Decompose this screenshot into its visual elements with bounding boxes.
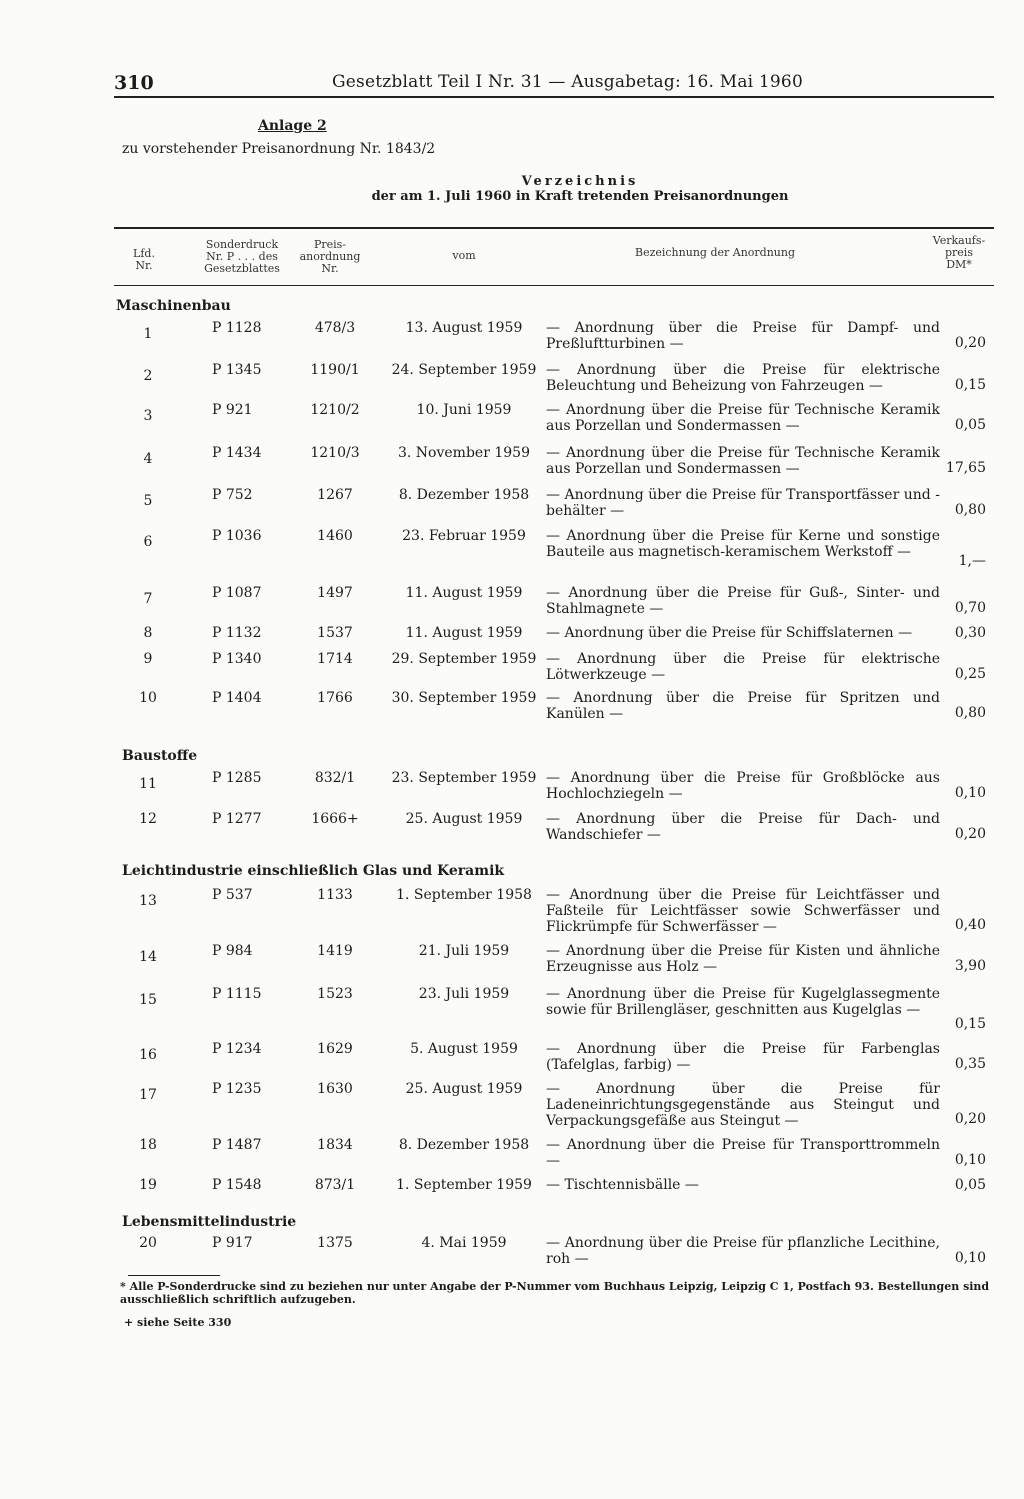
- section-heading: Lebensmittelindustrie: [122, 1214, 297, 1230]
- designation: — Anordnung über die Preise für elektrische Beleuchtung und Beheizung von Fahrzeugen —: [546, 362, 940, 394]
- preisanordnung-number: 1375: [317, 1235, 353, 1251]
- row-number: 7: [143, 591, 153, 607]
- date: 23. Juli 1959: [418, 986, 510, 1002]
- row-number: 1: [143, 326, 153, 342]
- row-number: 18: [139, 1137, 157, 1153]
- price: 0,80: [954, 502, 986, 518]
- price: 0,15: [954, 1016, 986, 1032]
- table-row: [0, 887, 1024, 935]
- price: 0,40: [954, 917, 986, 933]
- table-top-rule: [114, 227, 994, 229]
- sonderdruck-number: P 1235: [212, 1081, 262, 1097]
- designation: — Anordnung über die Preise für Dach- und Wandschiefer —: [546, 811, 940, 843]
- designation: — Anordnung über die Preise für Großblöcke aus Hochlochziegeln —: [546, 770, 940, 802]
- sonderdruck-number: P 1036: [212, 528, 262, 544]
- running-title: Gesetzblatt Teil I Nr. 31 — Ausgabetag: 16. Mai 1960: [332, 72, 803, 92]
- footnote-plus: + siehe Seite 330: [124, 1316, 232, 1329]
- price: 0,10: [954, 1250, 986, 1266]
- price: 0,10: [954, 785, 986, 801]
- sonderdruck-number: P 1548: [212, 1177, 262, 1193]
- table-row: [0, 1137, 1024, 1169]
- price: 0,35: [954, 1056, 986, 1072]
- preisanordnung-number: 1766: [317, 690, 353, 706]
- table-row: [0, 1235, 1024, 1267]
- price: 0,25: [954, 666, 986, 682]
- sonderdruck-number: P 537: [212, 887, 253, 903]
- col-header-sonderdruck: Sonderdruck Nr. P . . . des Gesetzblattes: [204, 238, 280, 275]
- date: 4. Mai 1959: [421, 1235, 507, 1251]
- date: 8. Dezember 1958: [398, 1137, 530, 1153]
- row-number: 9: [143, 651, 153, 667]
- row-number: 14: [139, 949, 157, 965]
- designation: — Anordnung über die Preise für Ladeneinrichtungsgegenstände aus Steingut und Verpackungsgefäße aus Steingut —: [546, 1081, 940, 1129]
- price: 0,15: [954, 377, 986, 393]
- preisanordnung-number: 832/1: [314, 770, 356, 786]
- price: 17,65: [945, 460, 986, 476]
- table-row: [0, 1177, 1024, 1197]
- designation: — Anordnung über die Preise für Dampf- und Preßluftturbinen —: [546, 320, 940, 352]
- price: 0,05: [954, 417, 986, 433]
- preisanordnung-number: 1210/3: [310, 445, 360, 461]
- row-number: 20: [139, 1235, 157, 1251]
- date: 11. August 1959: [405, 585, 523, 601]
- price: 0,20: [954, 1111, 986, 1127]
- date: 29. September 1959: [391, 651, 537, 667]
- sonderdruck-number: P 1345: [212, 362, 262, 378]
- date: 21. Juli 1959: [418, 943, 510, 959]
- table-row: [0, 651, 1024, 683]
- table-row: [0, 487, 1024, 519]
- directory-title: Verzeichnis: [521, 174, 639, 189]
- price: 0,30: [954, 625, 986, 641]
- designation: — Anordnung über die Preise für Kisten und ähnliche Erzeugnisse aus Holz —: [546, 943, 940, 975]
- table-row: [0, 1041, 1024, 1073]
- designation: — Anordnung über die Preise für Guß-, Sinter- und Stahlmagnete —: [546, 585, 940, 617]
- date: 30. September 1959: [391, 690, 537, 706]
- col-header-nr: Lfd. Nr.: [133, 247, 155, 272]
- sonderdruck-number: P 1115: [212, 986, 262, 1002]
- price: 0,80: [954, 705, 986, 721]
- designation: — Anordnung über die Preise für Technische Keramik aus Porzellan und Sondermassen —: [546, 445, 940, 477]
- row-number: 17: [139, 1087, 157, 1103]
- designation: — Anordnung über die Preise für Transportfässer und -behälter —: [546, 487, 940, 519]
- row-number: 5: [143, 493, 153, 509]
- page-number: 310: [114, 72, 154, 94]
- sonderdruck-number: P 1487: [212, 1137, 262, 1153]
- sonderdruck-number: P 1434: [212, 445, 262, 461]
- preisanordnung-number: 873/1: [314, 1177, 356, 1193]
- row-number: 3: [143, 408, 153, 424]
- table-row: [0, 528, 1024, 569]
- designation: — Anordnung über die Preise für Spritzen und Kanülen —: [546, 690, 940, 722]
- date: 10. Juni 1959: [416, 402, 512, 418]
- table-row: [0, 585, 1024, 617]
- row-number: 16: [139, 1047, 157, 1063]
- table-row: [0, 402, 1024, 434]
- date: 24. September 1959: [391, 362, 537, 378]
- col-header-preisanordnung: Preis- anordnung Nr.: [299, 238, 361, 275]
- table-header-rule: [114, 285, 994, 286]
- col-header-bezeichnung: Bezeichnung der Anordnung: [634, 246, 795, 259]
- row-number: 4: [143, 451, 153, 467]
- price: 0,20: [954, 826, 986, 842]
- sonderdruck-number: P 917: [212, 1235, 253, 1251]
- designation: — Tischtennisbälle —: [546, 1177, 699, 1193]
- preisanordnung-number: 1133: [317, 887, 353, 903]
- table-row: [0, 362, 1024, 394]
- price: 0,70: [954, 600, 986, 616]
- price: 3,90: [954, 958, 986, 974]
- table-row: [0, 986, 1024, 1032]
- section-heading: Maschinenbau: [116, 298, 231, 314]
- date: 23. Februar 1959: [402, 528, 526, 544]
- sonderdruck-number: P 1128: [212, 320, 262, 336]
- designation: — Anordnung über die Preise für Transporttrommeln —: [546, 1137, 940, 1169]
- annex-subtitle: zu vorstehender Preisanordnung Nr. 1843/2: [122, 141, 436, 157]
- directory-subtitle: der am 1. Juli 1960 in Kraft tretenden Preisanordnungen: [371, 189, 789, 204]
- header-rule: [114, 96, 994, 98]
- preisanordnung-number: 478/3: [314, 320, 356, 336]
- designation: — Anordnung über die Preise für Leichtfässer und Faßteile für Leichtfässer sowie Schwerfässer und Flickrümpfe für Schwerfässer —: [546, 887, 940, 935]
- date: 1. September 1959: [396, 1177, 532, 1193]
- sonderdruck-number: P 1132: [212, 625, 262, 641]
- page-header: [114, 72, 994, 98]
- footnote-rule: [128, 1275, 220, 1276]
- row-number: 6: [143, 534, 153, 550]
- price: 0,20: [954, 335, 986, 351]
- row-number: 15: [139, 992, 157, 1008]
- sonderdruck-number: P 921: [212, 402, 253, 418]
- table-row: [0, 625, 1024, 645]
- date: 25. August 1959: [405, 811, 523, 827]
- date: 11. August 1959: [405, 625, 523, 641]
- designation: — Anordnung über die Preise für Kerne und sonstige Bauteile aus magnetisch-keramischem Werkstoff —: [546, 528, 940, 560]
- preisanordnung-number: 1497: [317, 585, 353, 601]
- table-row: [0, 445, 1024, 477]
- preisanordnung-number: 1267: [317, 487, 353, 503]
- table-row: [0, 943, 1024, 975]
- row-number: 2: [143, 368, 153, 384]
- section-heading: Leichtindustrie einschließlich Glas und Keramik: [122, 863, 505, 879]
- table-row: [0, 320, 1024, 352]
- preisanordnung-number: 1630: [317, 1081, 353, 1097]
- designation: — Anordnung über die Preise für elektrische Lötwerkzeuge —: [546, 651, 940, 683]
- date: 23. September 1959: [391, 770, 537, 786]
- col-header-preis: Verkaufs- preis DM*: [932, 234, 986, 271]
- date: 13. August 1959: [405, 320, 523, 336]
- designation: — Anordnung über die Preise für Farbenglas (Tafelglas, farbig) —: [546, 1041, 940, 1073]
- table-row: [0, 1081, 1024, 1129]
- designation: — Anordnung über die Preise für Kugelglassegmente sowie für Brillengläser, geschnitten aus Kugelglas —: [546, 986, 940, 1018]
- price: 0,05: [954, 1177, 986, 1193]
- preisanordnung-number: 1629: [317, 1041, 353, 1057]
- row-number: 13: [139, 893, 157, 909]
- preisanordnung-number: 1834: [317, 1137, 353, 1153]
- preisanordnung-number: 1714: [317, 651, 353, 667]
- sonderdruck-number: P 1087: [212, 585, 262, 601]
- row-number: 19: [139, 1177, 157, 1193]
- sonderdruck-number: P 1404: [212, 690, 262, 706]
- date: 3. November 1959: [398, 445, 530, 461]
- preisanordnung-number: 1190/1: [310, 362, 360, 378]
- preisanordnung-number: 1666+: [311, 811, 359, 827]
- sonderdruck-number: P 1340: [212, 651, 262, 667]
- designation: — Anordnung über die Preise für Technische Keramik aus Porzellan und Sondermassen —: [546, 402, 940, 434]
- designation: — Anordnung über die Preise für pflanzliche Lecithine, roh —: [546, 1235, 940, 1267]
- sonderdruck-number: P 1234: [212, 1041, 262, 1057]
- section-heading: Baustoffe: [122, 748, 198, 764]
- preisanordnung-number: 1537: [317, 625, 353, 641]
- row-number: 11: [139, 776, 157, 792]
- row-number: 8: [143, 625, 153, 641]
- date: 25. August 1959: [405, 1081, 523, 1097]
- price: 0,10: [954, 1152, 986, 1168]
- footnote-star: * Alle P-Sonderdrucke sind zu beziehen nur unter Angabe der P-Nummer vom Buchhaus Leipzig, Leipzig C 1, Postfach 93. Bestellungen sind ausschließlich schriftlich aufzugeben.: [120, 1280, 990, 1306]
- col-header-vom: vom: [452, 249, 476, 262]
- designation: — Anordnung über die Preise für Schiffslaternen —: [546, 625, 913, 641]
- sonderdruck-number: P 1277: [212, 811, 262, 827]
- date: 8. Dezember 1958: [398, 487, 530, 503]
- preisanordnung-number: 1210/2: [310, 402, 360, 418]
- row-number: 10: [139, 690, 157, 706]
- table-row: [0, 770, 1024, 802]
- sonderdruck-number: P 752: [212, 487, 253, 503]
- date: 5. August 1959: [410, 1041, 518, 1057]
- table-row: [0, 811, 1024, 843]
- preisanordnung-number: 1523: [317, 986, 353, 1002]
- price: 1,—: [958, 553, 986, 569]
- sonderdruck-number: P 1285: [212, 770, 262, 786]
- table-row: [0, 690, 1024, 722]
- preisanordnung-number: 1460: [317, 528, 353, 544]
- preisanordnung-number: 1419: [317, 943, 353, 959]
- annex-label: Anlage 2: [258, 118, 327, 134]
- date: 1. September 1958: [396, 887, 532, 903]
- sonderdruck-number: P 984: [212, 943, 253, 959]
- row-number: 12: [139, 811, 157, 827]
